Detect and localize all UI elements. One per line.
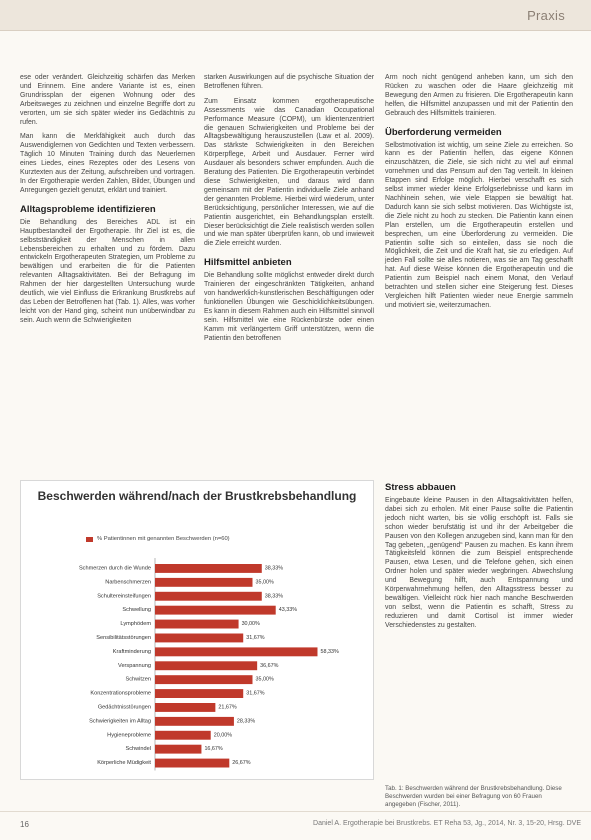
category-label: Lymphödem <box>120 621 151 628</box>
bar <box>155 661 257 670</box>
value-label: 20,00% <box>213 732 233 739</box>
column-1 <box>20 74 195 332</box>
paragraph: ese oder verändert. Gleichzeitig schärfen das Merken und Erinnern. Eine andere Variante ist es, einen Grundrissplan der eigenen Wohnung oder des Arbeitsweges zu zeichnen und einzelne Begriffe dort zu verorten, um sie sich später wieder ins Gedächtnis zu rufen. <box>20 74 195 126</box>
category-label: Schmerzen durch die Wunde <box>78 565 151 572</box>
value-label: 38,33% <box>264 565 284 572</box>
category-label: Sensibilitätsstörungen <box>96 635 151 641</box>
category-label: Konzentrationsprobleme <box>90 690 151 697</box>
category-label: Schwellung <box>122 607 151 614</box>
value-label: 16,67% <box>204 746 223 753</box>
bar <box>155 731 211 740</box>
value-label: 36,67% <box>260 662 279 669</box>
category-label: Schwindel <box>125 746 151 753</box>
bar <box>155 717 234 726</box>
page-footer <box>0 811 591 840</box>
column-3 <box>385 74 573 317</box>
bar <box>155 689 243 698</box>
value-label: 31,67% <box>246 690 265 697</box>
chart-title: Beschwerden während/nach der Brustkrebsbehandlung <box>37 489 357 503</box>
bar <box>155 675 253 684</box>
table-caption: Tab. 1: Beschwerden während der Brustkrebsbehandlung. Diese Beschwerden wurden bei einer Befragung von 60 Frauen angegeben (Fischer, 2011). <box>385 785 562 808</box>
paragraph: Die Behandlung sollte möglichst entweder direkt durch Trainieren der eingeschränkten Tätigkeiten, anhand von handwerklich-kunstlerischen Beschäftigungen oder funktionellen Übungen wie Geschicklichkeitsübungen. Es kann in diesem Rahmen auch ein Hilfsmittel sinnvoll sein. Hilfsmittel wie eine Rückenbürste oder einen Kamm mit verlängertem Griff unterstützen, wenn die Patientin den betroffenen <box>204 272 374 342</box>
paragraph: Eingebaute kleine Pausen in den Alltagsaktivitäten helfen, dabei sich zu erholen. Mit einer Pause sollte die Patientin jedoch nicht warten, bis sie völlig erschöpft ist. Falls sie schon wieder berufstätig ist und ihr der Arbeitgeber die Pausen von den Kollegen anzugeben sind, kann man für den Tag gebeten, „genügend“ Pausen zu machen. Es kann ihrem Tätigkeitsfeld können die zum Beispiel entsprechende Pausen, etwa Lesen, und die Telefone gehen, sich einen Ordner holen und später wieder wegbringen. Abwechslung und Bewegung hilft, auch Entspannung und Körperwahrnehmung helfen, den Alltagsstress besser zu bewältigen. Vielleicht rück hier nach manche Beschwerden von selbst, wenn die Patientin es schafft, Stress zu reduzieren und damit Cortisol ist immer wieder Verschiedenstes zu gestalten. <box>385 497 573 629</box>
section-heading: Alltagsprobleme identifizieren <box>20 203 156 215</box>
section-heading: Stress abbauen <box>385 482 456 493</box>
category-label: Gedächtnisstörungen <box>97 704 151 711</box>
legend-label: % Patientinnen mit genannten Beschwerden (n=60) <box>97 536 230 542</box>
paragraph: starken Auswirkungen auf die psychische Situation der Betroffenen führen. <box>204 74 374 90</box>
bar <box>155 759 229 768</box>
bar-chart <box>20 480 374 780</box>
bar <box>155 745 201 754</box>
category-label: Schultereinsteifungen <box>97 593 151 600</box>
category-label: Körperliche Müdigkeit <box>97 760 151 767</box>
value-label: 28,33% <box>236 718 256 725</box>
value-label: 43,33% <box>278 607 298 614</box>
page-number: 16 <box>20 820 29 829</box>
column-2 <box>204 74 374 349</box>
category-label: Schwierigkeiten im Alltag <box>89 718 151 725</box>
header-bar <box>0 0 591 31</box>
citation: Daniel A. Ergotherapie bei Brustkrebs. ET Reha 53, Jg., 2014, Nr. 3, 15-20, Hrsg. DVE <box>313 820 581 827</box>
paragraph: Die Behandlung des Bereiches ADL ist ein Hauptbestandteil der Ergotherapie. Ihr Ziel ist es, die selbstständigkeit der Menschen in allen Lebensbereichen zu erhalten und zu fördern. Dazu entwickeln Ergotherapeuten Strategien, um Probleme zu bewältigen und erarbeiten die für die Patienten relevanten Alltagsaktivitäten. Bei der Befragung im Rahmen der hier dargestellten Untersuchung wurde deutlich, wie viel Einfluss die Erkrankung Brustkrebs auf das Leben der Betroffenen hat (Tab. 1). Alles, was vorher leicht von der Hand ging, scheint nun unüberwindbar zu sein. Auch wenn die Schwierigkeiten <box>20 218 195 324</box>
bar <box>155 647 317 656</box>
paragraph: Selbstmotivation ist wichtig, um seine Ziele zu erreichen. So kann es der Patientin helfen, das eigene Können einzuschätzen, die Ziele, sie sich nicht zu viel auf einmal vornehmen und das Pensum auf den Tag verteilt. In kleinen Etappen sind Erfolge möglich. Hierbei verschafft es sich selbst immer wieder kleine Erfolgserlebnisse und kann im Nachhinein sehen, wie viele Etappen sie bewältigt hat. Dadurch kann sie sich selbst motivieren. Das Wichtigste ist, die Ziele nicht zu hoch zu stecken. Die Patientin kann einen Plan erstellen, um die Ergotherapeutin erstellen und besprechen, um eine Überforderung zu vermeiden. Die Patientin sollte sich so einteilen, dass sie noch die Möglichkeit, die Zeit und die Kraft hat, sie zu erledigen. Auf jeden Fall sollte sie alles notieren, was sie am Tag geschafft hat. Auf diese Weise können die Ergotherapeutin und die Patientin zum Beispiel nach einem Monat, den Verlauf betrachten und stellen sicher eine Steigerung fest. Dieses Vergleichen hilft Patienten wieder neue Energie sammeln und motiviert sie, weiterzumachen. <box>385 141 573 309</box>
value-label: 35,00% <box>255 676 274 683</box>
section-heading: Überforderung vermeiden <box>385 126 502 138</box>
bar <box>155 578 253 587</box>
bar <box>155 606 276 615</box>
bar <box>155 592 262 601</box>
bar <box>155 564 262 573</box>
section-label: Praxis <box>527 8 565 23</box>
value-label: 58,33% <box>320 648 339 655</box>
category-label: Narbenschmerzen <box>105 579 151 586</box>
value-label: 26,67% <box>232 760 251 767</box>
value-label: 35,00% <box>255 579 274 586</box>
value-label: 38,33% <box>264 593 284 600</box>
section-heading: Hilfsmittel anbieten <box>204 257 292 269</box>
bar <box>155 703 215 712</box>
paragraph: Zum Einsatz kommen ergotherapeutische Assessments wie das Canadian Occupational Performance Measure (COPM), um klientenzentriert die genauen Schwierigkeiten und Probleme bei der Alltagsbewältigung herauszustellen (Law et al. 2009). Das stärkste Schwierigkeiten in den Bereichen Körperpflege, Arbeit und Ausdauer. Ferner wird Ausdauer als besonders schwer empfunden. Auch die Beratung des Patienten. Die Ergotherapeutin verbindet diese Schwierigkeiten, und daraus wird dann gemeinsam mit der Patientin individuelle Ziele anhand der genannten Probleme. Hierbei wird wiederum, unter Berücksichtigung, persönlicher Interessen, wie auf die Patientin ausgerichtet, ein Behandlungsplan erstellt. Dieser berücksichtigt die Ziele realistisch werden sollen und wie man später überprüfen kann, ob und inwieweit die Ziele erreicht wurden. <box>204 97 374 248</box>
paragraph: Man kann die Merkfähigkeit auch durch das Auswendiglernen von Gedichten und Texten verbessern. Täglich 10 Minuten Training durch das Neuerlernen eines Liedes, eines Rezeptes oder des Lesens von Kurztexten aus der Zeitung, aufschreiben und vortragen. In der Ergotherapie werden Zahlen, Bilder, Übungen und Anregungen gezielt genutzt, erklärt und trainiert. <box>20 133 195 194</box>
bar <box>155 620 239 629</box>
category-label: Hygieneprobleme <box>107 732 151 739</box>
category-label: Verspannung <box>118 662 151 669</box>
bar <box>155 634 243 643</box>
value-label: 30,00% <box>241 621 260 628</box>
paragraph: Arm noch nicht genügend anheben kann, um sich den Rücken zu waschen oder die Haare gleichzeitig mit Bewegung den Armen zu frisieren. Die Ergotherapeutin kann helfen, die Hilfsmittel anzupassen und mit der Patientin den Gebrauch des Hilfsmittels trainieren. <box>385 74 573 117</box>
column-3-lower <box>385 474 573 637</box>
value-label: 31,67% <box>246 635 265 641</box>
value-label: 21,67% <box>218 704 237 711</box>
category-label: Schwitzen <box>125 676 151 683</box>
category-label: Kraftminderung <box>112 648 151 655</box>
